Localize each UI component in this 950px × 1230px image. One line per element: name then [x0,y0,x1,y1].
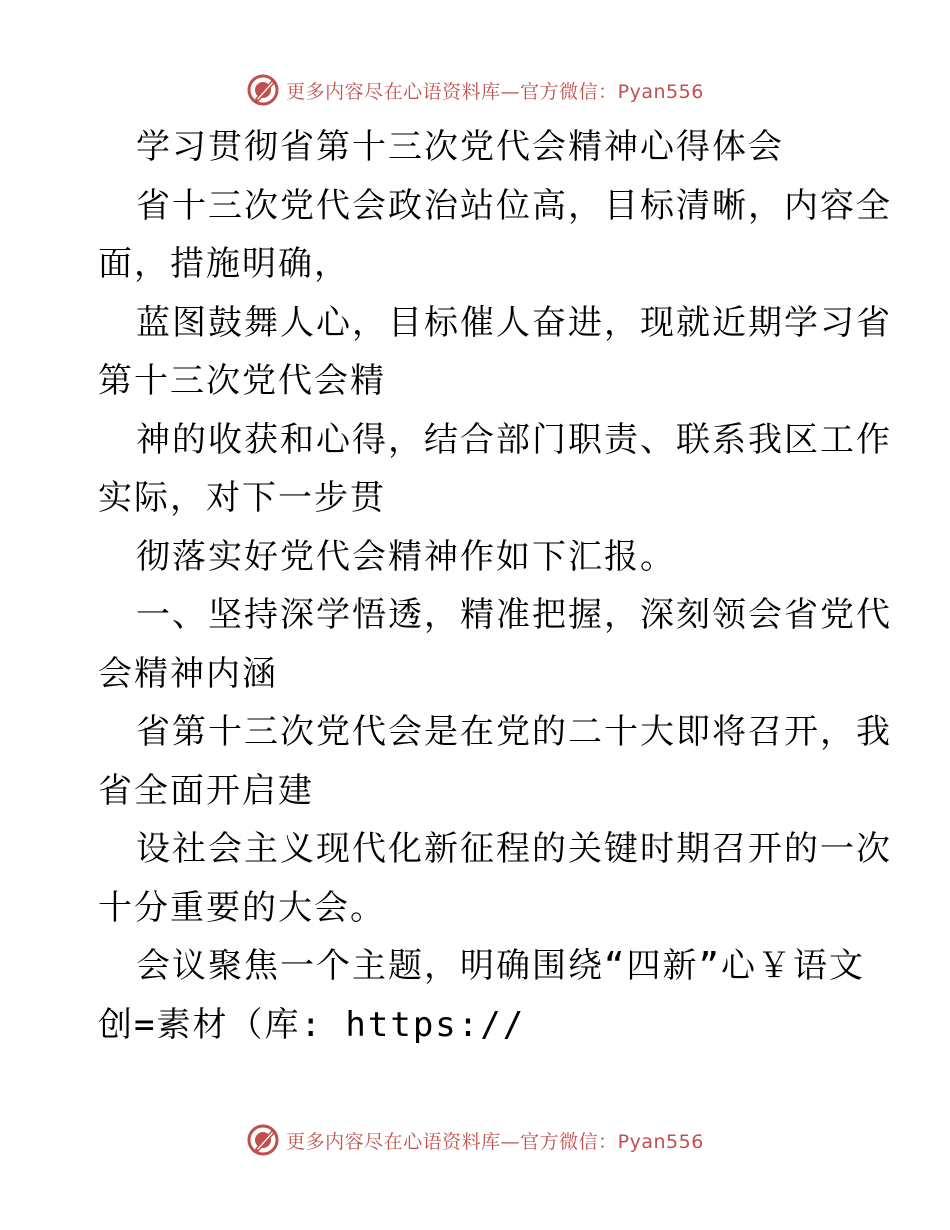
doc-line-title: 学习贯彻省第十三次党代会精神心得体会 [136,127,784,167]
doc-line: 会议聚焦一个主题，明确围绕“四新”心￥语文 [136,946,865,986]
doc-line: 省十三次党代会政治站位高，目标清晰，内容全 [136,185,892,226]
doc-line: 面，措施明确， [98,244,350,284]
banner-caption: 更多内容尽在心语资料库—官方微信：Pyan556 [286,80,704,103]
doc-line: 彻落实好党代会精神作如下汇报。 [136,536,676,577]
pen-logo-icon [246,1123,280,1157]
doc-line: 第十三次党代会精 [98,361,386,401]
doc-line: 省全面开启建 [98,770,314,811]
wechat-id: Pyan556 [617,1130,704,1153]
doc-line: 实际，对下一步贯 [98,478,386,518]
pen-logo-icon [246,73,280,107]
wechat-id: Pyan556 [617,80,704,103]
doc-line: 会精神内涵 [98,653,278,694]
banner-caption: 更多内容尽在心语资料库—官方微信：Pyan556 [286,1130,704,1153]
doc-line: 蓝图鼓舞人心，目标催人奋进，现就近期学习省 [136,302,892,343]
doc-line-heading: 一、坚持深学悟透，精准把握，深刻领会省党代 [136,595,892,635]
doc-line: 设社会主义现代化新征程的关键时期召开的一次 [136,829,892,869]
header-banner [0,70,950,110]
doc-line: 神的收获和心得，结合部门职责、联系我区工作 [136,419,892,460]
footer-banner [0,1120,950,1160]
doc-line: 省第十三次党代会是在党的二十大即将召开，我 [136,712,892,752]
doc-line: 创=素材（库: https:// [98,1004,526,1045]
document-body [98,118,892,1054]
doc-line: 十分重要的大会。 [98,887,386,928]
